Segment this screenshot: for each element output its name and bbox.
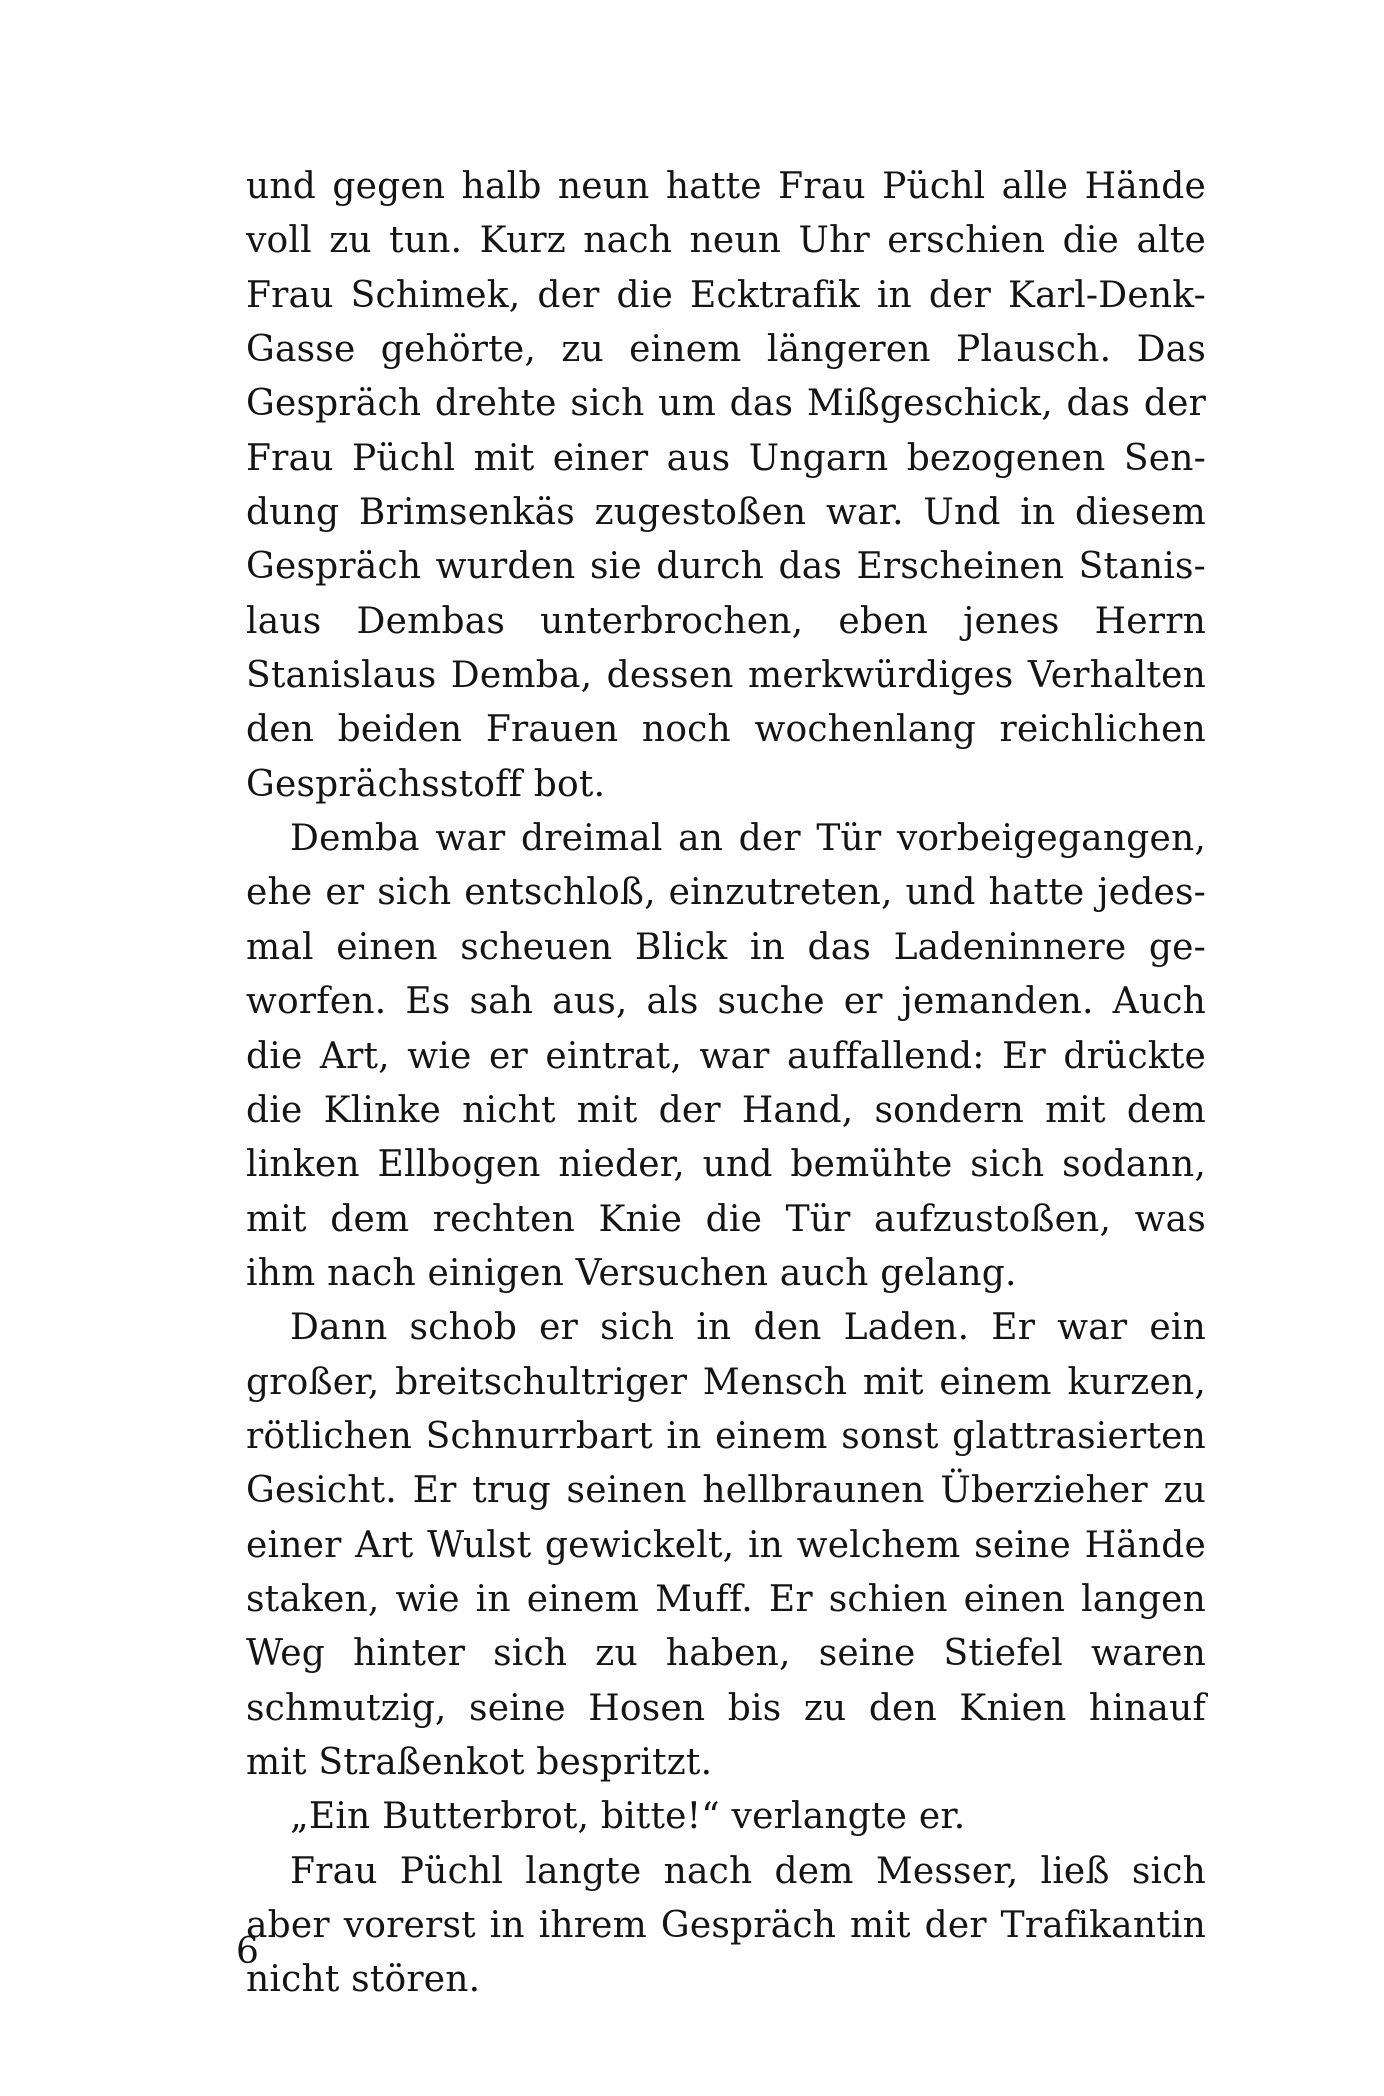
text-line: Gesicht. Er trug seinen hellbraunen Überzieher zu — [246, 1470, 1206, 1512]
text-line: großer, breitschultriger Mensch mit einem kurzen, — [246, 1361, 1206, 1403]
text-line: Frau Püchl langte nach dem Messer, ließ sich — [290, 1850, 1206, 1892]
text-line: dung Brimsenkäs zugestoßen war. Und in diesem — [246, 492, 1206, 534]
text-line: rötlichen Schnurrbart in einem sonst glattrasierten — [246, 1415, 1206, 1457]
text-line: mit Straßenkot bespritzt. — [246, 1741, 713, 1783]
text-line: mal einen scheuen Blick in das Ladeninnere ge- — [246, 926, 1206, 968]
text-line: mit dem rechten Knie die Tür aufzustoßen, was — [246, 1198, 1206, 1240]
text-line: Demba war dreimal an der Tür vorbeigegangen, — [290, 818, 1206, 860]
text-line: nicht stören. — [246, 1959, 481, 2001]
text-line: die Klinke nicht mit der Hand, sondern mit dem — [246, 1089, 1206, 1131]
text-line: Weg hinter sich zu haben, seine Stiefel waren — [246, 1633, 1206, 1675]
text-line: staken, wie in einem Muff. Er schien einen langen — [246, 1578, 1206, 1620]
text-line: voll zu tun. Kurz nach neun Uhr erschien die alte — [246, 220, 1206, 262]
text-line: Frau Püchl mit einer aus Ungarn bezogenen Sen- — [246, 437, 1206, 479]
text-line: Stanislaus Demba, dessen merkwürdiges Verhalten — [246, 655, 1206, 697]
text-line: schmutzig, seine Hosen bis zu den Knien hinauf — [246, 1687, 1206, 1729]
text-line: worfen. Es sah aus, als suche er jemanden. Auch — [246, 981, 1206, 1023]
page-number: 6 — [236, 1931, 259, 1972]
text-line: die Art, wie er eintrat, war auffallend: Er drückte — [246, 1035, 1206, 1077]
text-line: einer Art Wulst gewickelt, in welchem seine Hände — [246, 1524, 1206, 1566]
text-line: „Ein Butterbrot, bitte!“ verlangte er. — [290, 1796, 966, 1838]
text-line: Gasse gehörte, zu einem längeren Plausch. Das — [246, 329, 1206, 371]
text-line: Gespräch drehte sich um das Mißgeschick, das der — [246, 383, 1206, 425]
text-line: Gesprächsstoff bot. — [246, 763, 606, 805]
text-line: linken Ellbogen nieder, und bemühte sich sodann, — [246, 1144, 1206, 1186]
text-line: den beiden Frauen noch wochenlang reichlichen — [246, 709, 1206, 751]
text-line: Frau Schimek, der die Ecktrafik in der Karl-Denk- — [246, 274, 1206, 316]
text-line: ehe er sich entschloß, einzutreten, und hatte jedes- — [246, 872, 1206, 914]
body-text — [246, 160, 1206, 2008]
text-line: und gegen halb neun hatte Frau Püchl alle Hände — [246, 166, 1206, 207]
text-line: Gespräch wurden sie durch das Erscheinen Stanis- — [246, 546, 1206, 588]
text-line: aber vorerst in ihrem Gespräch mit der Trafikantin — [246, 1905, 1206, 1946]
text-line: laus Dembas unterbrochen, eben jenes Herrn — [246, 600, 1206, 642]
text-line: ihm nach einigen Versuchen auch gelang. — [246, 1252, 1017, 1294]
text-line: Dann schob er sich in den Laden. Er war ein — [290, 1307, 1206, 1349]
